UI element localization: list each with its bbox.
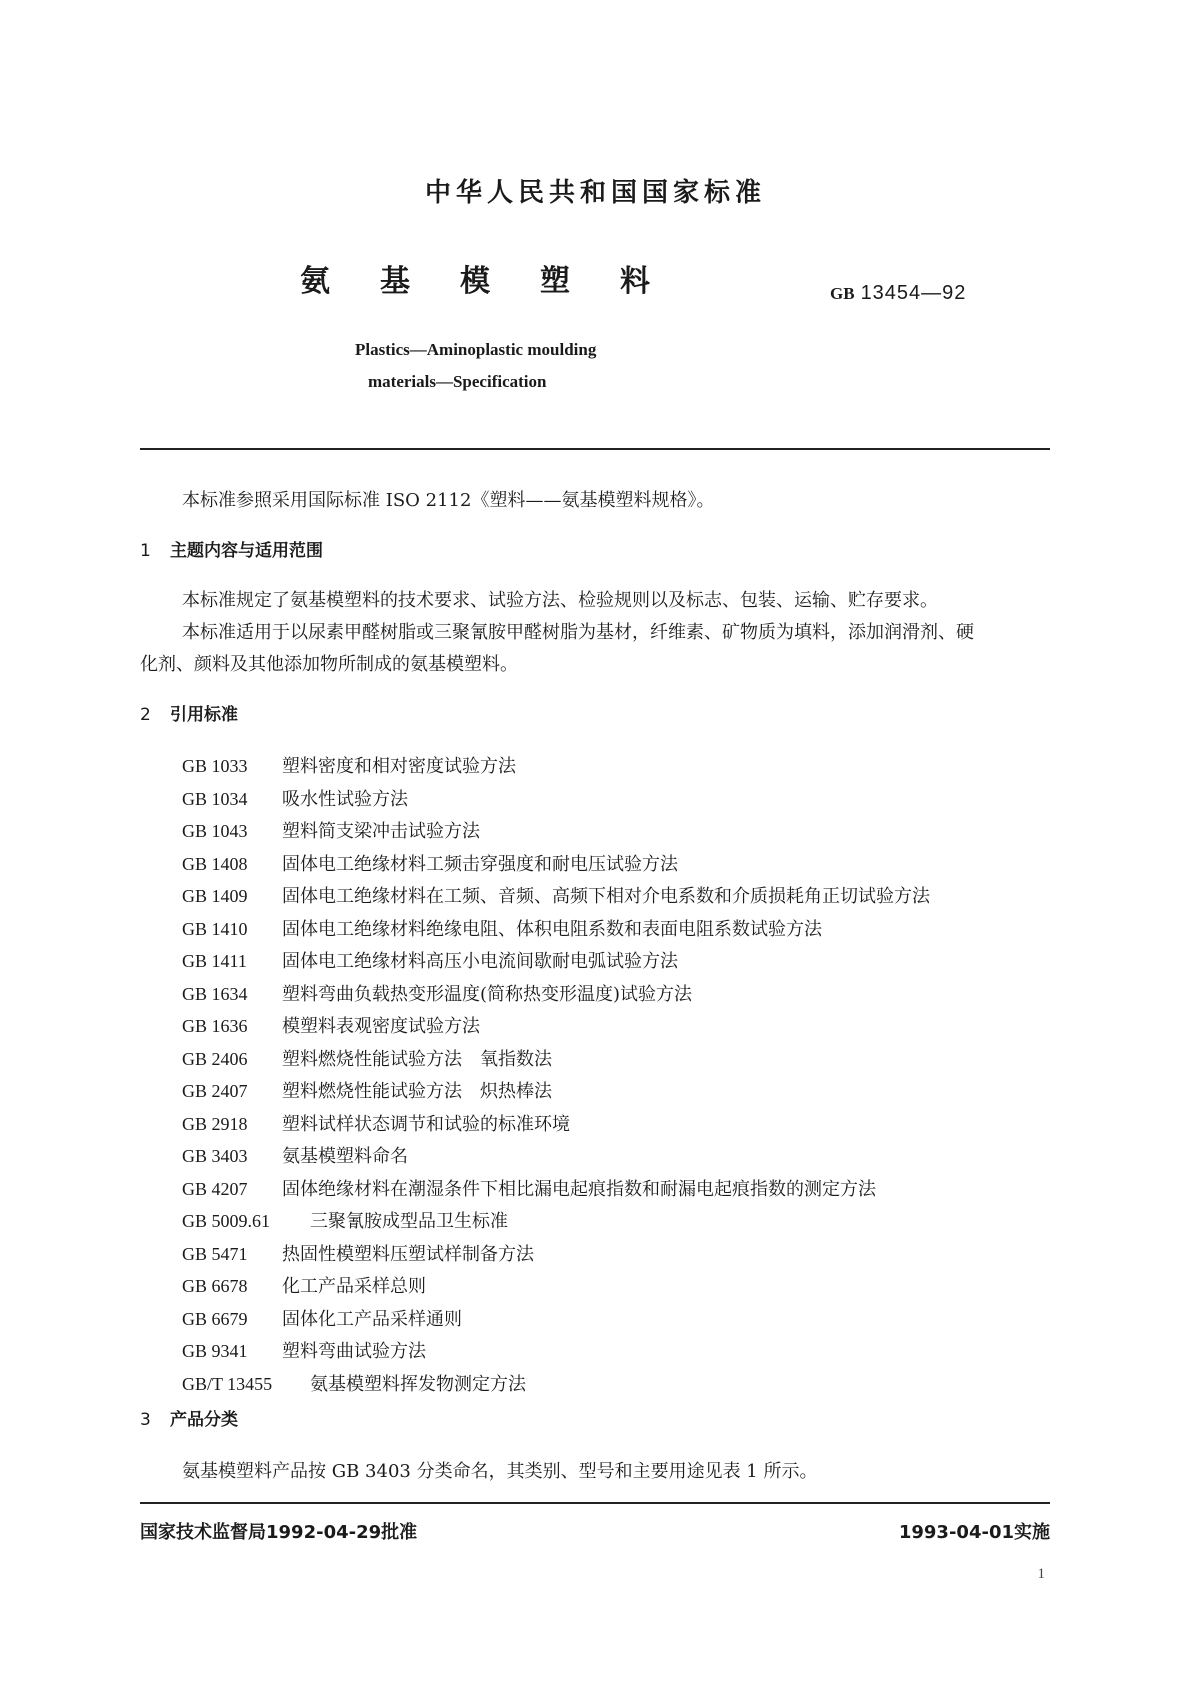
section-3-heading: [140, 1405, 238, 1430]
reference-title: 固体电工绝缘材料高压小电流间歇耐电弧试验方法: [282, 951, 678, 972]
reference-title: 固体化工产品采样通则: [282, 1308, 462, 1330]
reference-title: 塑料弯曲负载热变形温度(简称热变形温度)试验方法: [282, 983, 693, 1005]
section-1-paragraph-2-line-2: 化剂、颜料及其他添加物所制成的氨基模塑料。: [140, 654, 518, 675]
title-char: 氨: [300, 264, 330, 299]
reference-title: 固体电工绝缘材料绝缘电阻、体积电阻系数和表面电阻系数试验方法: [282, 918, 822, 940]
document-title: [300, 256, 700, 300]
intro-paragraph: 本标准参照采用国际标准 ISO 2112《塑料——氨基模塑料规格》。: [182, 490, 715, 511]
footer-divider: [140, 1502, 1050, 1504]
reference-code: GB 6679: [182, 1308, 248, 1329]
reference-code: GB 9341: [182, 1341, 248, 1361]
reference-item: [182, 850, 678, 876]
english-title-line1: Plastics—Aminoplastic moulding: [355, 340, 597, 359]
reference-code: GB 1411: [182, 951, 247, 971]
reference-item: [182, 1272, 426, 1298]
reference-title: 塑料简支梁冲击试验方法: [282, 821, 480, 842]
reference-item: [182, 1207, 508, 1233]
section-title: 主题内容与适用范围: [170, 541, 323, 561]
reference-code: GB 2406: [182, 1048, 248, 1069]
reference-item: [182, 1240, 534, 1266]
reference-code: GB 1034: [182, 788, 248, 809]
reference-title: 吸水性试验方法: [282, 788, 408, 810]
reference-item: [182, 785, 408, 811]
reference-title: 化工产品采样总则: [282, 1276, 426, 1297]
reference-code: GB 1408: [182, 853, 248, 874]
reference-title: 固体电工绝缘材料工频击穿强度和耐电压试验方法: [282, 853, 678, 875]
reference-code: GB 4207: [182, 1178, 248, 1199]
standard-code-prefix: GB: [830, 284, 855, 303]
reference-code: GB 1033: [182, 756, 248, 776]
title-char: 模: [460, 264, 490, 299]
reference-item: [182, 1175, 876, 1201]
reference-title: 三聚氰胺成型品卫生标准: [310, 1211, 508, 1232]
reference-item: [182, 1077, 552, 1103]
section-3-paragraph: 氨基模塑料产品按 GB 3403 分类命名，其类别、型号和主要用途见表 1 所示。: [182, 1461, 818, 1482]
reference-item: [182, 980, 692, 1006]
standard-code-number: 13454—92: [860, 282, 967, 304]
section-number: 2: [140, 705, 151, 725]
reference-title: 塑料燃烧性能试验方法 氧指数法: [282, 1048, 552, 1070]
section-1-paragraph-2-line-1: 本标准适用于以尿素甲醛树脂或三聚氰胺甲醛树脂为基材，纤维素、矿物质为填料，添加润滑剂、硬: [182, 622, 974, 643]
reference-title: 氨基模塑料命名: [282, 1146, 408, 1167]
reference-title: 固体电工绝缘材料在工频、音频、高频下相对介电系数和介质损耗角正切试验方法: [282, 886, 930, 907]
reference-code: GB 5009.61: [182, 1211, 271, 1231]
section-title: 产品分类: [170, 1410, 238, 1430]
reference-title: 固体绝缘材料在潮湿条件下相比漏电起痕指数和耐漏电起痕指数的测定方法: [282, 1178, 876, 1200]
reference-code: GB 3403: [182, 1146, 248, 1166]
reference-item: [182, 915, 822, 941]
reference-item: [182, 817, 480, 843]
reference-code: GB 5471: [182, 1243, 248, 1264]
reference-item: [182, 1337, 426, 1363]
reference-item: [182, 752, 516, 778]
section-1-heading: [140, 536, 323, 561]
reference-code: GB 2407: [182, 1081, 248, 1101]
reference-item: [182, 947, 678, 973]
reference-code: GB 2918: [182, 1113, 248, 1134]
standard-code: [830, 282, 966, 305]
reference-title: 塑料燃烧性能试验方法 炽热棒法: [282, 1081, 552, 1102]
title-char: 基: [380, 264, 410, 299]
reference-code: GB 1636: [182, 1016, 248, 1036]
title-char: 料: [620, 264, 650, 299]
national-standard-heading: 中华人民共和国国家标准: [424, 178, 766, 208]
reference-item: [182, 1012, 480, 1038]
page-number: 1: [1037, 1566, 1045, 1582]
reference-item: [182, 1045, 552, 1071]
reference-title: 塑料密度和相对密度试验方法: [282, 756, 516, 777]
section-title: 引用标准: [170, 705, 238, 725]
reference-title: 塑料试样状态调节和试验的标准环境: [282, 1113, 570, 1135]
section-1-paragraph-1: 本标准规定了氨基模塑料的技术要求、试验方法、检验规则以及标志、包装、运输、贮存要求。: [182, 590, 938, 611]
reference-item: [182, 882, 930, 908]
reference-item: [182, 1305, 462, 1331]
reference-title: 塑料弯曲试验方法: [282, 1341, 426, 1362]
reference-title: 热固性模塑料压塑试样制备方法: [282, 1243, 534, 1265]
reference-code: GB 1634: [182, 983, 248, 1004]
reference-title: 模塑料表观密度试验方法: [282, 1016, 480, 1037]
english-title-line2: materials—Specification: [368, 372, 547, 391]
reference-code: GB 1043: [182, 821, 248, 841]
section-2-heading: [140, 700, 238, 725]
effective-date: 1993-04-01实施: [898, 1522, 1050, 1543]
reference-item: [182, 1142, 408, 1168]
reference-code: GB 1409: [182, 886, 248, 906]
reference-item: [182, 1370, 526, 1396]
reference-code: GB/T 13455: [182, 1373, 273, 1394]
approval-date: 国家技术监督局1992-04-29批准: [140, 1522, 418, 1543]
header-divider: [140, 448, 1050, 450]
reference-code: GB 6678: [182, 1276, 248, 1296]
section-number: 1: [140, 541, 151, 561]
reference-title: 氨基模塑料挥发物测定方法: [310, 1373, 526, 1395]
reference-item: [182, 1110, 570, 1136]
title-char: 塑: [540, 264, 570, 299]
section-number: 3: [140, 1410, 151, 1430]
reference-code: GB 1410: [182, 918, 248, 939]
